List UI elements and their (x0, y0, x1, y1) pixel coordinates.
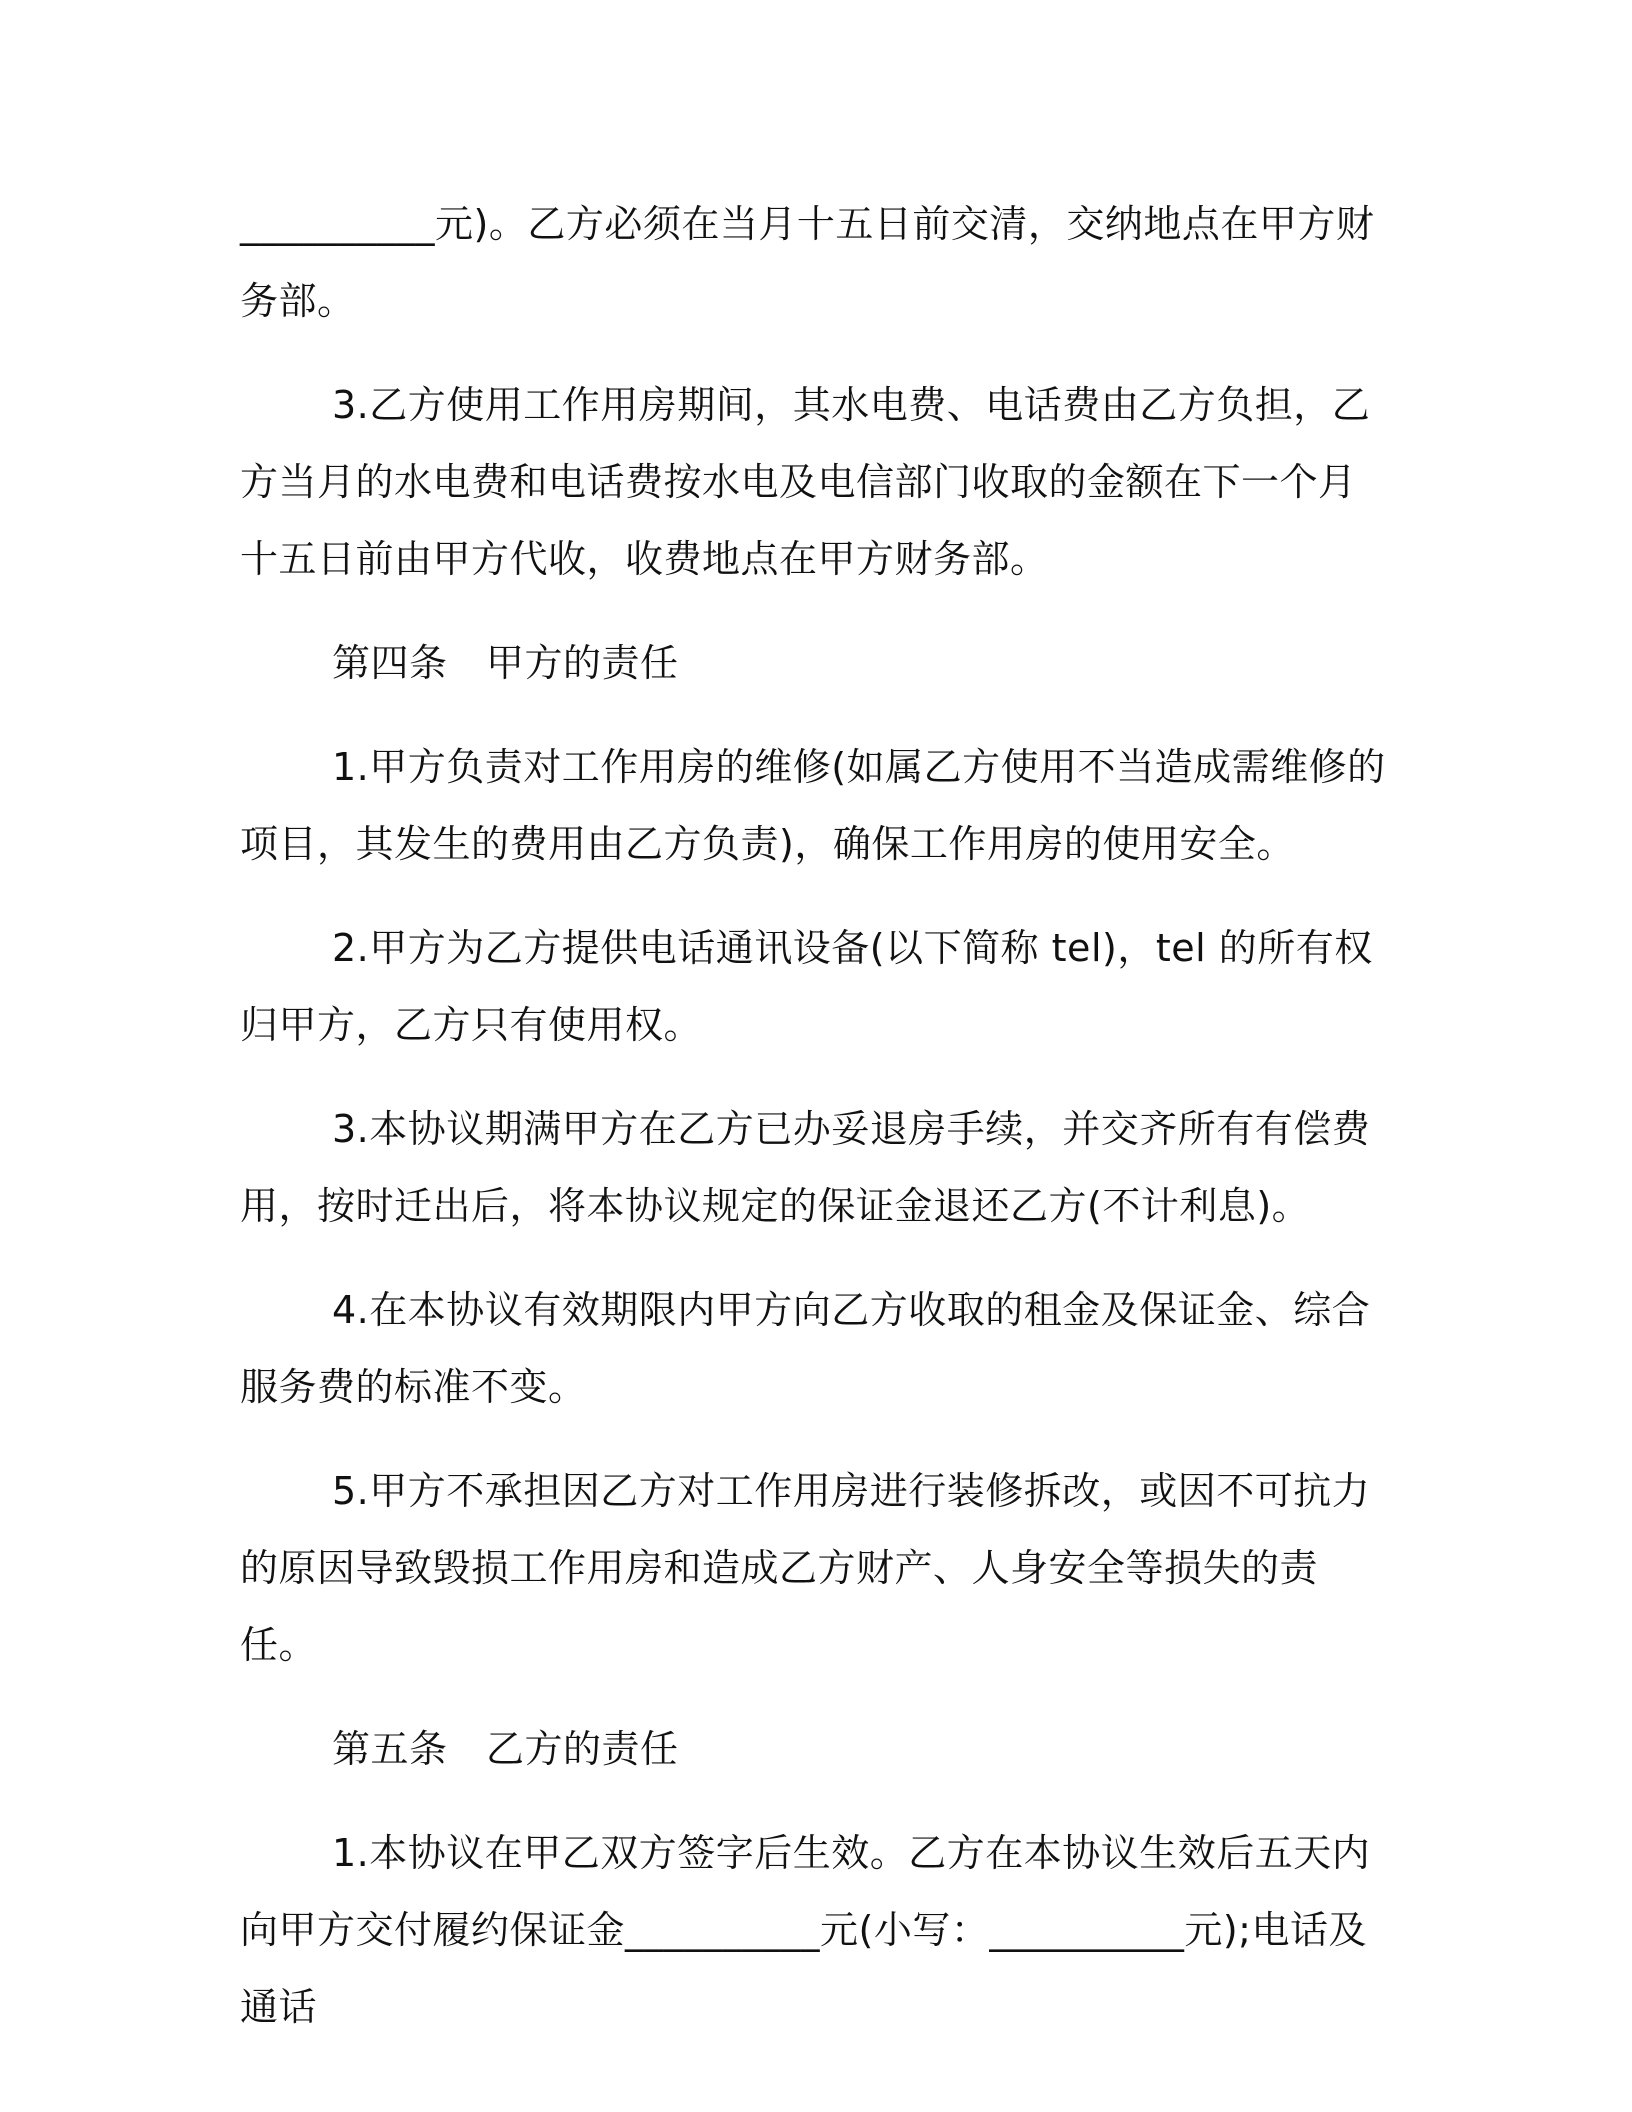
paragraph-party-a-telephone: 2.甲方为乙方提供电话通讯设备(以下简称 tel)，tel 的所有权归甲方，乙方只有使用权。 (240, 926, 1373, 1047)
section-heading-article-4: 第四条 甲方的责任 (332, 641, 679, 685)
paragraph-party-b-deposit: 1.本协议在甲乙双方签字后生效。乙方在本协议生效后五天内向甲方交付履约保证金__________元(小写：__________元);电话及通话 (240, 1831, 1371, 2029)
paragraph-party-a-liability-exemption: 5.甲方不承担因乙方对工作用房进行装修拆改，或因不可抗力的原因导致毁损工作用房和造成乙方财产、人身安全等损失的责任。 (240, 1469, 1371, 1667)
paragraph-utility-fees: 3.乙方使用工作用房期间，其水电费、电话费由乙方负担，乙方当月的水电费和电话费按水电及电信部门收取的金额在下一个月十五日前由甲方代收，收费地点在甲方财务部。 (240, 383, 1371, 581)
paragraph-party-a-deposit-refund: 3.本协议期满甲方在乙方已办妥退房手续，并交齐所有有偿费用，按时迁出后，将本协议规定的保证金退还乙方(不计利息)。 (240, 1107, 1371, 1228)
section-heading-article-5: 第五条 乙方的责任 (332, 1727, 679, 1771)
paragraph-party-a-fee-standard: 4.在本协议有效期限内甲方向乙方收取的租金及保证金、综合服务费的标准不变。 (240, 1288, 1371, 1409)
paragraph-party-a-repair: 1.甲方负责对工作用房的维修(如属乙方使用不当造成需维修的项目，其发生的费用由乙方负责)，确保工作用房的使用安全。 (240, 745, 1386, 866)
document-body (240, 186, 1390, 2046)
paragraph-rent-payment: __________元)。乙方必须在当月十五日前交清，交纳地点在甲方财务部。 (240, 202, 1375, 323)
